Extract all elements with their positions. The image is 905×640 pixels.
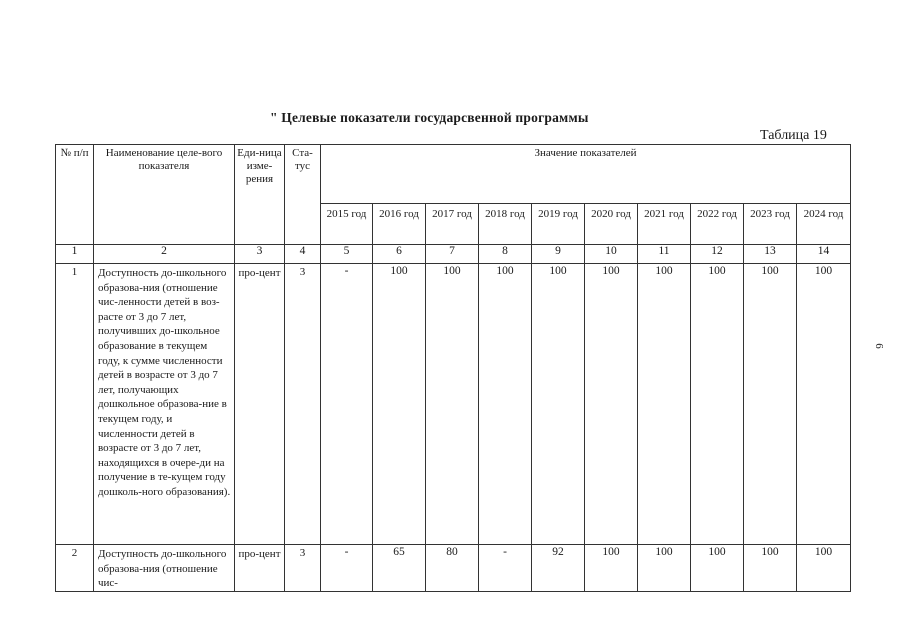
header-values: Значение показателей [321, 145, 851, 204]
indicator-unit: про-цент [235, 545, 285, 592]
column-number: 11 [638, 245, 691, 264]
column-number: 10 [585, 245, 638, 264]
column-number: 3 [235, 245, 285, 264]
header-unit: Еди-ница изме-рения [235, 145, 285, 245]
table-label: Таблица 19 [760, 128, 827, 143]
column-number: 13 [744, 245, 797, 264]
year-2023: 2023 год [744, 204, 797, 245]
header-indicator-name: Наименование целе-вого показателя [94, 145, 235, 245]
value-2022: 100 [691, 545, 744, 592]
value-2021: 100 [638, 264, 691, 545]
year-2024: 2024 год [797, 204, 851, 245]
indicator-name: Доступность до-школьного образова-ния (отношение чис- [94, 545, 235, 592]
value-2017: 80 [426, 545, 479, 592]
header-status: Ста-тус [285, 145, 321, 245]
value-2016: 100 [373, 264, 426, 545]
year-2016: 2016 год [373, 204, 426, 245]
column-number: 4 [285, 245, 321, 264]
value-2024: 100 [797, 545, 851, 592]
column-number: 8 [479, 245, 532, 264]
column-number: 6 [373, 245, 426, 264]
value-2019: 100 [532, 264, 585, 545]
row-number: 1 [56, 264, 94, 545]
value-2015: - [321, 545, 373, 592]
indicator-status: 3 [285, 264, 321, 545]
column-number: 9 [532, 245, 585, 264]
header-row [56, 145, 851, 204]
value-2019: 92 [532, 545, 585, 592]
value-2023: 100 [744, 545, 797, 592]
indicator-unit: про-цент [235, 264, 285, 545]
year-2015: 2015 год [321, 204, 373, 245]
year-2018: 2018 год [479, 204, 532, 245]
indicator-name: Доступность до-школьного образова-ния (отношение чис-ленности детей в воз-расте от 3 до 7 лет, получивших до-школьное образование в текущем году, к сумме численности детей в возрасте от 3 до 7 лет, получающих дошкольное образова-ние в текущем году, и численности детей в возрасте от 3 до 7 лет, находящихся в очере-ди на получение в те-кущем году дошколь-ного образования). [94, 264, 235, 545]
value-2018: - [479, 545, 532, 592]
year-2019: 2019 год [532, 204, 585, 245]
column-number: 1 [56, 245, 94, 264]
value-2020: 100 [585, 264, 638, 545]
value-2016: 65 [373, 545, 426, 592]
year-2017: 2017 год [426, 204, 479, 245]
indicators-table [55, 144, 851, 592]
column-number: 7 [426, 245, 479, 264]
year-2020: 2020 год [585, 204, 638, 245]
row-number: 2 [56, 545, 94, 592]
table-row [56, 264, 851, 545]
column-number: 14 [797, 245, 851, 264]
value-2018: 100 [479, 264, 532, 545]
value-2023: 100 [744, 264, 797, 545]
year-2021: 2021 год [638, 204, 691, 245]
header-number: № п/п [56, 145, 94, 245]
indicator-status: 3 [285, 545, 321, 592]
table-row [56, 545, 851, 592]
page-number: 6 [872, 343, 885, 349]
value-2022: 100 [691, 264, 744, 545]
value-2017: 100 [426, 264, 479, 545]
column-number: 5 [321, 245, 373, 264]
document-title: " Целевые показатели государсвенной программы [270, 110, 589, 125]
column-numbers-row [56, 245, 851, 264]
value-2021: 100 [638, 545, 691, 592]
value-2015: - [321, 264, 373, 545]
value-2024: 100 [797, 264, 851, 545]
value-2020: 100 [585, 545, 638, 592]
column-number: 12 [691, 245, 744, 264]
year-2022: 2022 год [691, 204, 744, 245]
column-number: 2 [94, 245, 235, 264]
